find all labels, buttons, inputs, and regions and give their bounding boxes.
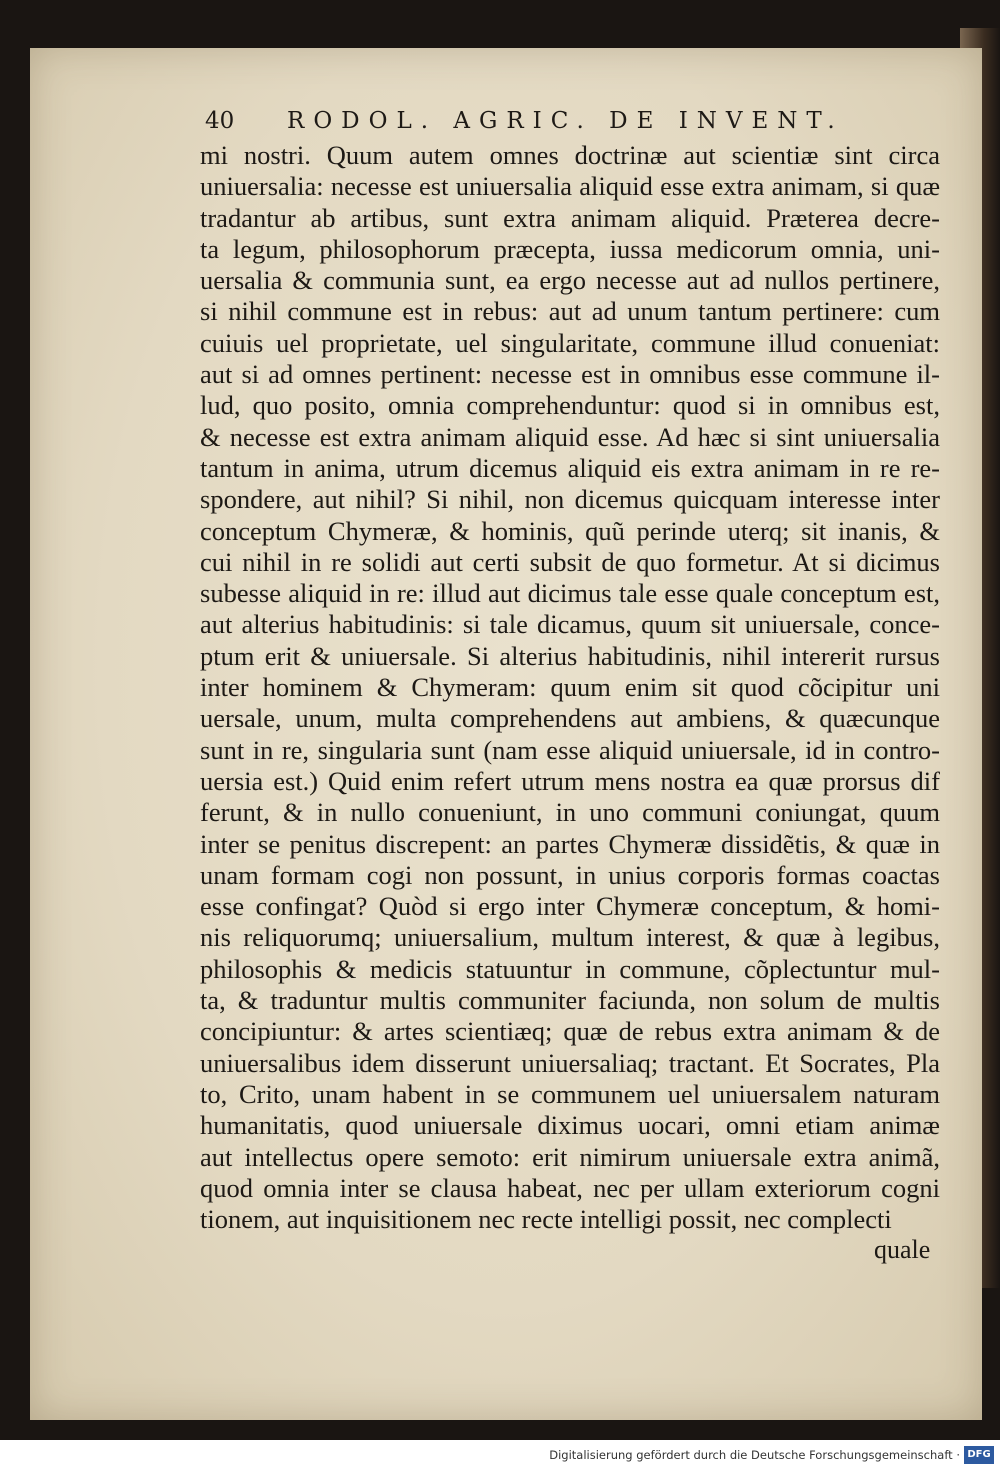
text-line: uniuersalibus idem disserunt uniuersaliaq; tractant. Et Socrates, Pla (200, 1047, 940, 1078)
body-text (200, 140, 940, 1235)
text-line: tradantur ab artibus, sunt extra animam aliquid. Præterea decre- (200, 202, 940, 233)
text-line: uersale, unum, multa comprehendens aut ambiens, & quæcunque (200, 703, 940, 734)
page-header (205, 108, 940, 142)
text-line: cui nihil in re solidi aut certi subsit de quo formetur. At si dicimus (200, 546, 940, 577)
text-line: uersalia & communia sunt, ea ergo necesse aut ad nullos pertinere, (200, 265, 940, 296)
text-line: si nihil commune est in rebus: aut ad unum tantum pertinere: cum (200, 296, 940, 327)
text-line: inter hominem & Chymeram: quum enim sit quod cõcipitur uni (200, 672, 940, 703)
text-line: esse confingat? Quòd si ergo inter Chymeræ conceptum, & homi- (200, 891, 940, 922)
text-line: sunt in re, singularia sunt (nam esse aliquid uniuersale, id in contro- (200, 734, 940, 765)
text-line: quod omnia inter se clausa habeat, nec per ullam exteriorum cogni (200, 1172, 940, 1203)
text-line: to, Crito, unam habent in se communem uel uniuersalem naturam (200, 1078, 940, 1109)
text-line: subesse aliquid in re: illud aut dicimus tale esse quale conceptum est, (200, 578, 940, 609)
text-line: conceptum Chymeræ, & hominis, quũ perinde uterq; sit inanis, & (200, 515, 940, 546)
text-line: unam formam cogi non possunt, in unius corporis formas coactas (200, 859, 940, 890)
text-line: philosophis & medicis statuuntur in commune, cõplectuntur mul- (200, 953, 940, 984)
text-line: aut intellectus opere semoto: erit nimirum uniuersale extra animã, (200, 1141, 940, 1172)
dfg-logo: DFG (964, 1446, 994, 1464)
page-number: 40 (205, 108, 235, 134)
footer-bar (0, 1440, 1000, 1472)
text-line: tionem, aut inquisitionem nec recte intelligi possit, nec complecti (200, 1204, 892, 1235)
running-head: RODOL. AGRIC. DE INVENT. (287, 108, 844, 134)
text-line: uniuersalia: necesse est uniuersalia aliquid esse extra animam, si quæ (200, 171, 940, 202)
text-line: aut alterius habitudinis: si tale dicamus, quum sit uniuersale, conce- (200, 609, 940, 640)
text-line: tantum in anima, utrum dicemus aliquid eis extra animam in re re- (200, 452, 940, 483)
text-line: lud, quo posito, omnia comprehenduntur: quod si in omnibus est, (200, 390, 940, 421)
text-line: ptum erit & uniuersale. Si alterius habitudinis, nihil intererit rursus (200, 640, 940, 671)
text-line: mi nostri. Quum autem omnes doctrinæ aut scientiæ sint circa (200, 140, 940, 170)
text-line: aut si ad omnes pertinent: necesse est in omnibus esse commune il- (200, 359, 940, 390)
text-line: spondere, aut nihil? Si nihil, non dicemus quicquam interesse inter (200, 484, 940, 515)
text-line: inter se penitus discrepent: an partes Chymeræ dissidẽtis, & quæ in (200, 828, 940, 859)
funding-credit: Digitalisierung gefördert durch die Deutsche Forschungsgemeinschaft · (549, 1448, 960, 1462)
text-line: ferunt, & in nullo conueniunt, in uno communi coniungat, quum (200, 797, 940, 828)
text-line: & necesse est extra animam aliquid esse. Ad hæc si sint uniuersalia (200, 421, 940, 452)
text-line: cuiuis uel proprietate, uel singularitate, commune illud conueniat: (200, 327, 940, 358)
text-line: uersia est.) Quid enim refert utrum mens nostra ea quæ prorsus dif (200, 765, 940, 796)
text-line: nis reliquorumq; uniuersalium, multum interest, & quæ à legibus, (200, 922, 940, 953)
text-line: ta, & traduntur multis communiter faciunda, non solum de multis (200, 985, 940, 1016)
catchword: quale (874, 1235, 931, 1264)
text-line: humanitatis, quod uniuersale diximus uocari, omni etiam animæ (200, 1110, 940, 1141)
text-line: concipiuntur: & artes scientiæq; quæ de rebus extra animam & de (200, 1016, 940, 1047)
text-line: ta legum, philosophorum præcepta, iussa medicorum omnia, uni- (200, 233, 940, 264)
